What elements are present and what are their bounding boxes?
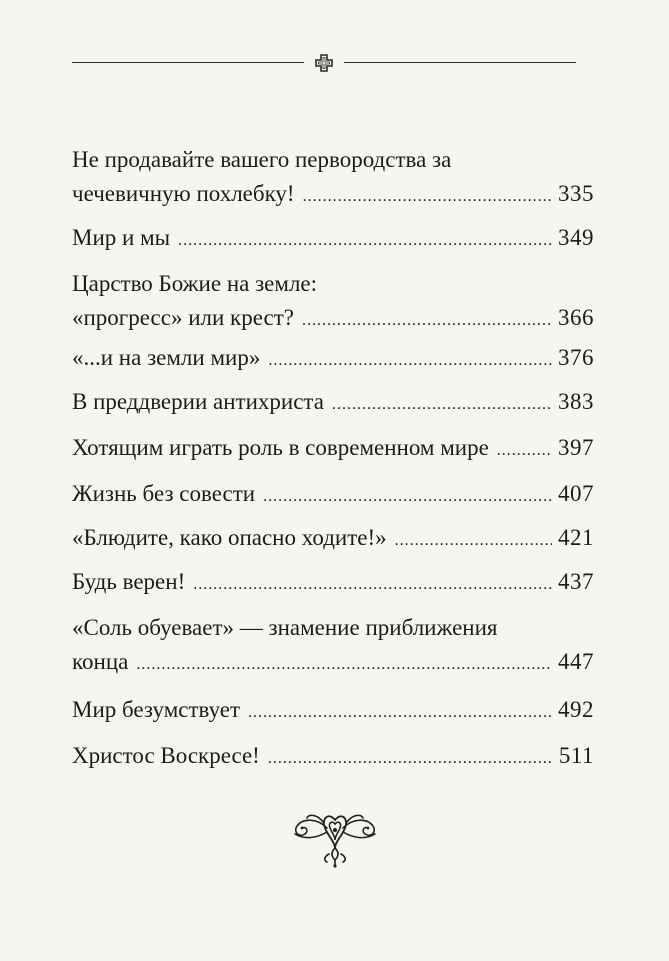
toc-entry-title: Мир и мы	[72, 225, 171, 250]
cross-icon	[312, 53, 336, 73]
dot-leader	[268, 742, 553, 776]
toc-entry-title: «...и на земли мир»	[72, 345, 261, 370]
toc-page-number: 397	[558, 435, 594, 460]
toc-entry-title-line: Царство Божие на земле:	[72, 271, 318, 296]
dot-leader	[497, 434, 552, 468]
toc-entry[interactable]	[72, 521, 594, 558]
toc-page-number: 383	[558, 389, 594, 414]
toc-entry[interactable]	[72, 693, 594, 730]
toc-page-number: 376	[558, 345, 594, 370]
dot-leader	[302, 304, 552, 338]
dot-leader	[178, 224, 552, 258]
rule-line-right	[344, 62, 576, 63]
toc-entry[interactable]	[72, 431, 594, 468]
rule-line-left	[72, 62, 304, 63]
toc-entry-title: В преддверии антихриста	[72, 389, 324, 414]
dot-leader	[268, 344, 552, 378]
dot-leader	[395, 524, 552, 558]
toc-entry-title: Мир безумствует	[72, 697, 241, 722]
toc-entry[interactable]	[72, 267, 594, 338]
toc-entry-title: Христос Воскресе!	[72, 743, 260, 768]
toc-page-number: 366	[558, 305, 594, 330]
dot-leader	[263, 480, 552, 514]
dot-leader	[248, 696, 552, 730]
toc-entry[interactable]	[72, 385, 594, 422]
toc-page-number: 421	[558, 525, 594, 550]
toc-entry[interactable]	[72, 611, 594, 682]
toc-entry-title: «прогресс» или крест?	[72, 305, 294, 330]
toc-entry-title: Будь верен!	[72, 569, 186, 594]
toc-page-number: 437	[558, 569, 594, 594]
header-rule	[72, 53, 576, 73]
dot-leader	[303, 180, 552, 214]
toc-entry-title: «Блюдите, како опасно ходите!»	[72, 525, 387, 550]
toc-entry[interactable]	[72, 143, 594, 214]
toc-entry-title-line: Не продавайте вашего первородства за	[72, 147, 452, 172]
toc-entry-title: Хотящим играть роль в современном мире	[72, 435, 489, 460]
ornament-vignette-icon	[287, 808, 383, 870]
toc-entry[interactable]	[72, 341, 594, 378]
toc-entry-title-line: «Соль обуевает» — знамение приближения	[72, 615, 498, 640]
toc-page-number: 407	[558, 481, 594, 506]
dot-leader	[193, 568, 552, 602]
toc-entry[interactable]	[72, 565, 594, 602]
toc-page-number: 349	[558, 225, 594, 250]
dot-leader	[136, 648, 552, 682]
toc-page-number: 492	[558, 697, 594, 722]
toc-page-number: 335	[558, 181, 594, 206]
toc-entry-title: Жизнь без совести	[72, 481, 256, 506]
toc-page-number: 511	[558, 743, 594, 768]
dot-leader	[332, 388, 552, 422]
toc-entry[interactable]	[72, 221, 594, 258]
toc-entry-title: конца	[72, 649, 129, 674]
toc-entry-title: чечевичную похлебку!	[72, 181, 295, 206]
toc-entry[interactable]	[72, 739, 594, 776]
toc-page-number: 447	[558, 649, 594, 674]
toc-entry[interactable]	[72, 477, 594, 514]
